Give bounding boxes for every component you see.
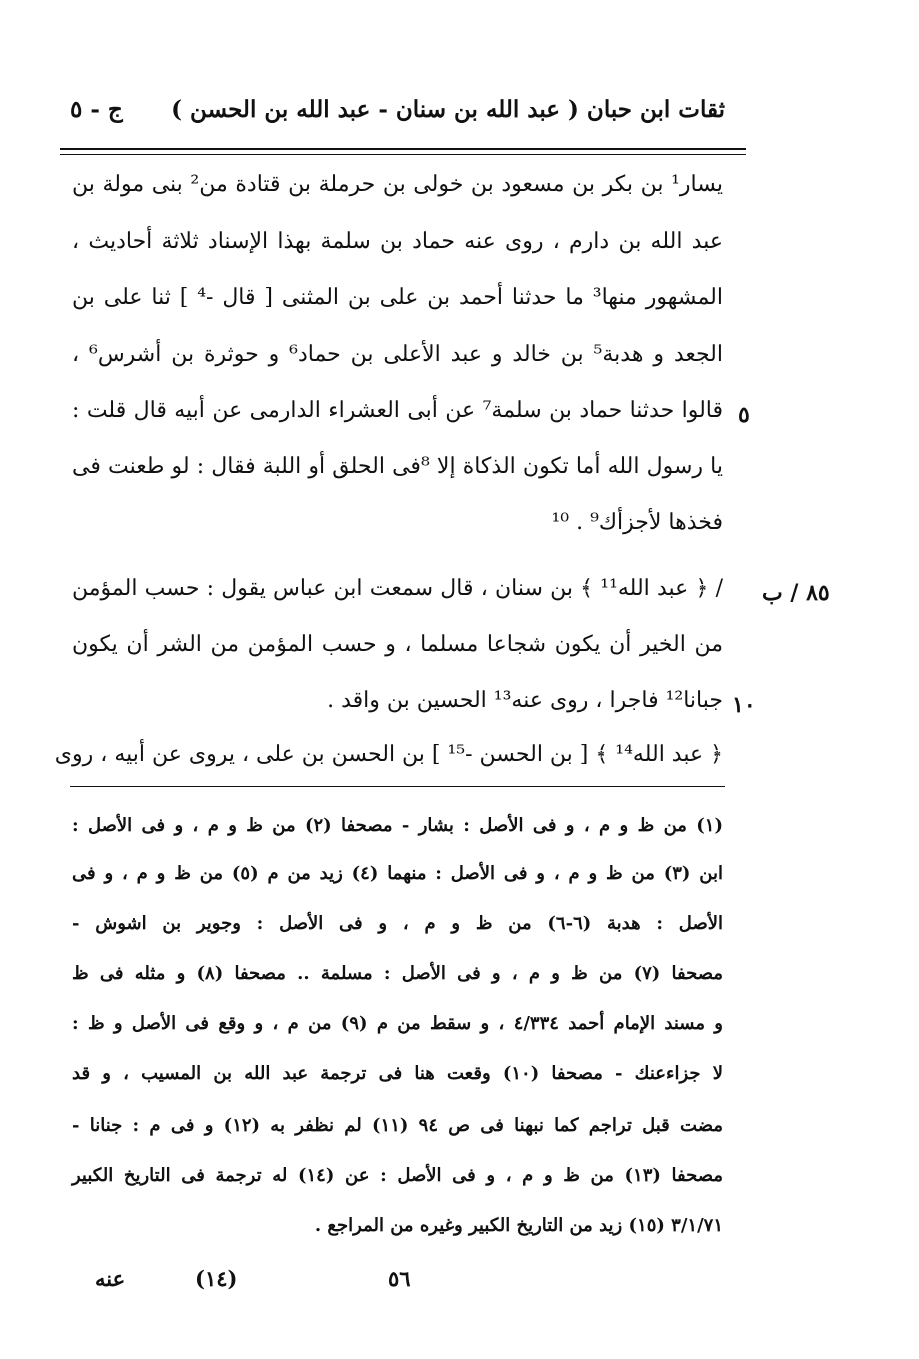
- footnote-separator: [70, 786, 725, 787]
- running-title: ثقات ابن حبان ( عبد الله بن سنان - عبد الله بن الحسن ): [171, 96, 725, 123]
- catchword: عنه: [95, 1266, 126, 1291]
- footnote-line: و مسند الإمام أحمد ٤/٣٣٤ ، و سقط من م (٩) من م ، و وقع فى الأصل و ظ :: [72, 1013, 723, 1034]
- signature-mark: (١٤): [195, 1266, 238, 1291]
- line-number-5: ٥: [738, 402, 750, 428]
- line-number-10: ١٠: [732, 692, 756, 718]
- body-line: ﴿ عبد الله¹⁴ ﴾ [ بن الحسن -¹⁵ ] بن الحسن بن على ، يروى عن أبيه ، روى: [54, 742, 723, 767]
- body-line: قالوا حدثنا حماد بن سلمة⁷ عن أبى العشراء الدارمى عن أبيه قال قلت :: [72, 398, 723, 423]
- body-line: يسار¹ بن بكر بن مسعود بن خولى بن حرملة بن قتادة من² بنى مولة بن: [72, 172, 723, 197]
- header-rule-thick: [60, 148, 746, 150]
- footnote-line: ابن (٣) من ظ و م ، و فى الأصل : منهما (٤) زيد من م (٥) من ظ و م ، و فى: [72, 863, 723, 884]
- body-line: فخذها لأجزأك⁹ . ¹⁰: [551, 510, 723, 535]
- footnote-line: مضت قبل تراجم كما نبهنا فى ص ٩٤ (١١) لم نظفر به (١٢) و فى م : جنانا -: [72, 1115, 723, 1136]
- body-line: الجعد و هدبة⁵ بن خالد و عبد الأعلى بن حماد⁶ و حوثرة بن أشرس⁶ ،: [72, 342, 723, 367]
- footnote-line: مصحفا (١٣) من ظ و م ، و فى الأصل : عن (١٤) له ترجمة فى التاريخ الكبير: [72, 1165, 723, 1186]
- body-line: المشهور منها³ ما حدثنا أحمد بن على بن المثنى [ قال -⁴ ] ثنا على بن: [72, 285, 723, 310]
- footnote-line: ٣/١/٧١ (١٥) زيد من التاريخ الكبير وغيره من المراجع .: [314, 1215, 723, 1236]
- body-line: / ﴿ عبد الله¹¹ ﴾ بن سنان ، قال سمعت ابن عباس يقول : حسب المؤمن: [72, 576, 723, 601]
- running-header: [70, 96, 725, 132]
- folio-marker: ٨٥ / ب: [762, 580, 830, 606]
- footnote-line: لا جزاءعنك - مصحفا (١٠) وقعت هنا فى ترجمة عبد الله بن المسيب ، و قد: [72, 1063, 723, 1084]
- body-line: جبانا¹² فاجرا ، روى عنه¹³ الحسين بن واقد .: [327, 688, 723, 713]
- body-line: عبد الله بن دارم ، روى عنه حماد بن سلمة بهذا الإسناد ثلاثة أحاديث ،: [72, 229, 723, 254]
- body-line: من الخير أن يكون شجاعا مسلما ، و حسب المؤمن من الشر أن يكون: [72, 632, 723, 657]
- header-rule-thin: [60, 154, 746, 155]
- footnote-line: الأصل : هدبة (٦-٦) من ظ و م ، و فى الأصل : وجوير بن اشوش -: [72, 913, 723, 934]
- volume-label: ج - ٥: [70, 96, 123, 123]
- footnote-line: (١) من ظ و م ، و فى الأصل : بشار - مصحفا (٢) من ظ و م ، و فى الأصل :: [72, 815, 723, 836]
- page-number: ٥٦: [388, 1266, 411, 1291]
- body-line: يا رسول الله أما تكون الذكاة إلا ⁸فى الحلق أو اللبة فقال : لو طعنت فى: [72, 454, 723, 479]
- footnote-line: مصحفا (٧) من ظ و م ، و فى الأصل : مسلمة .. مصحفا (٨) و مثله فى ظ: [72, 963, 723, 984]
